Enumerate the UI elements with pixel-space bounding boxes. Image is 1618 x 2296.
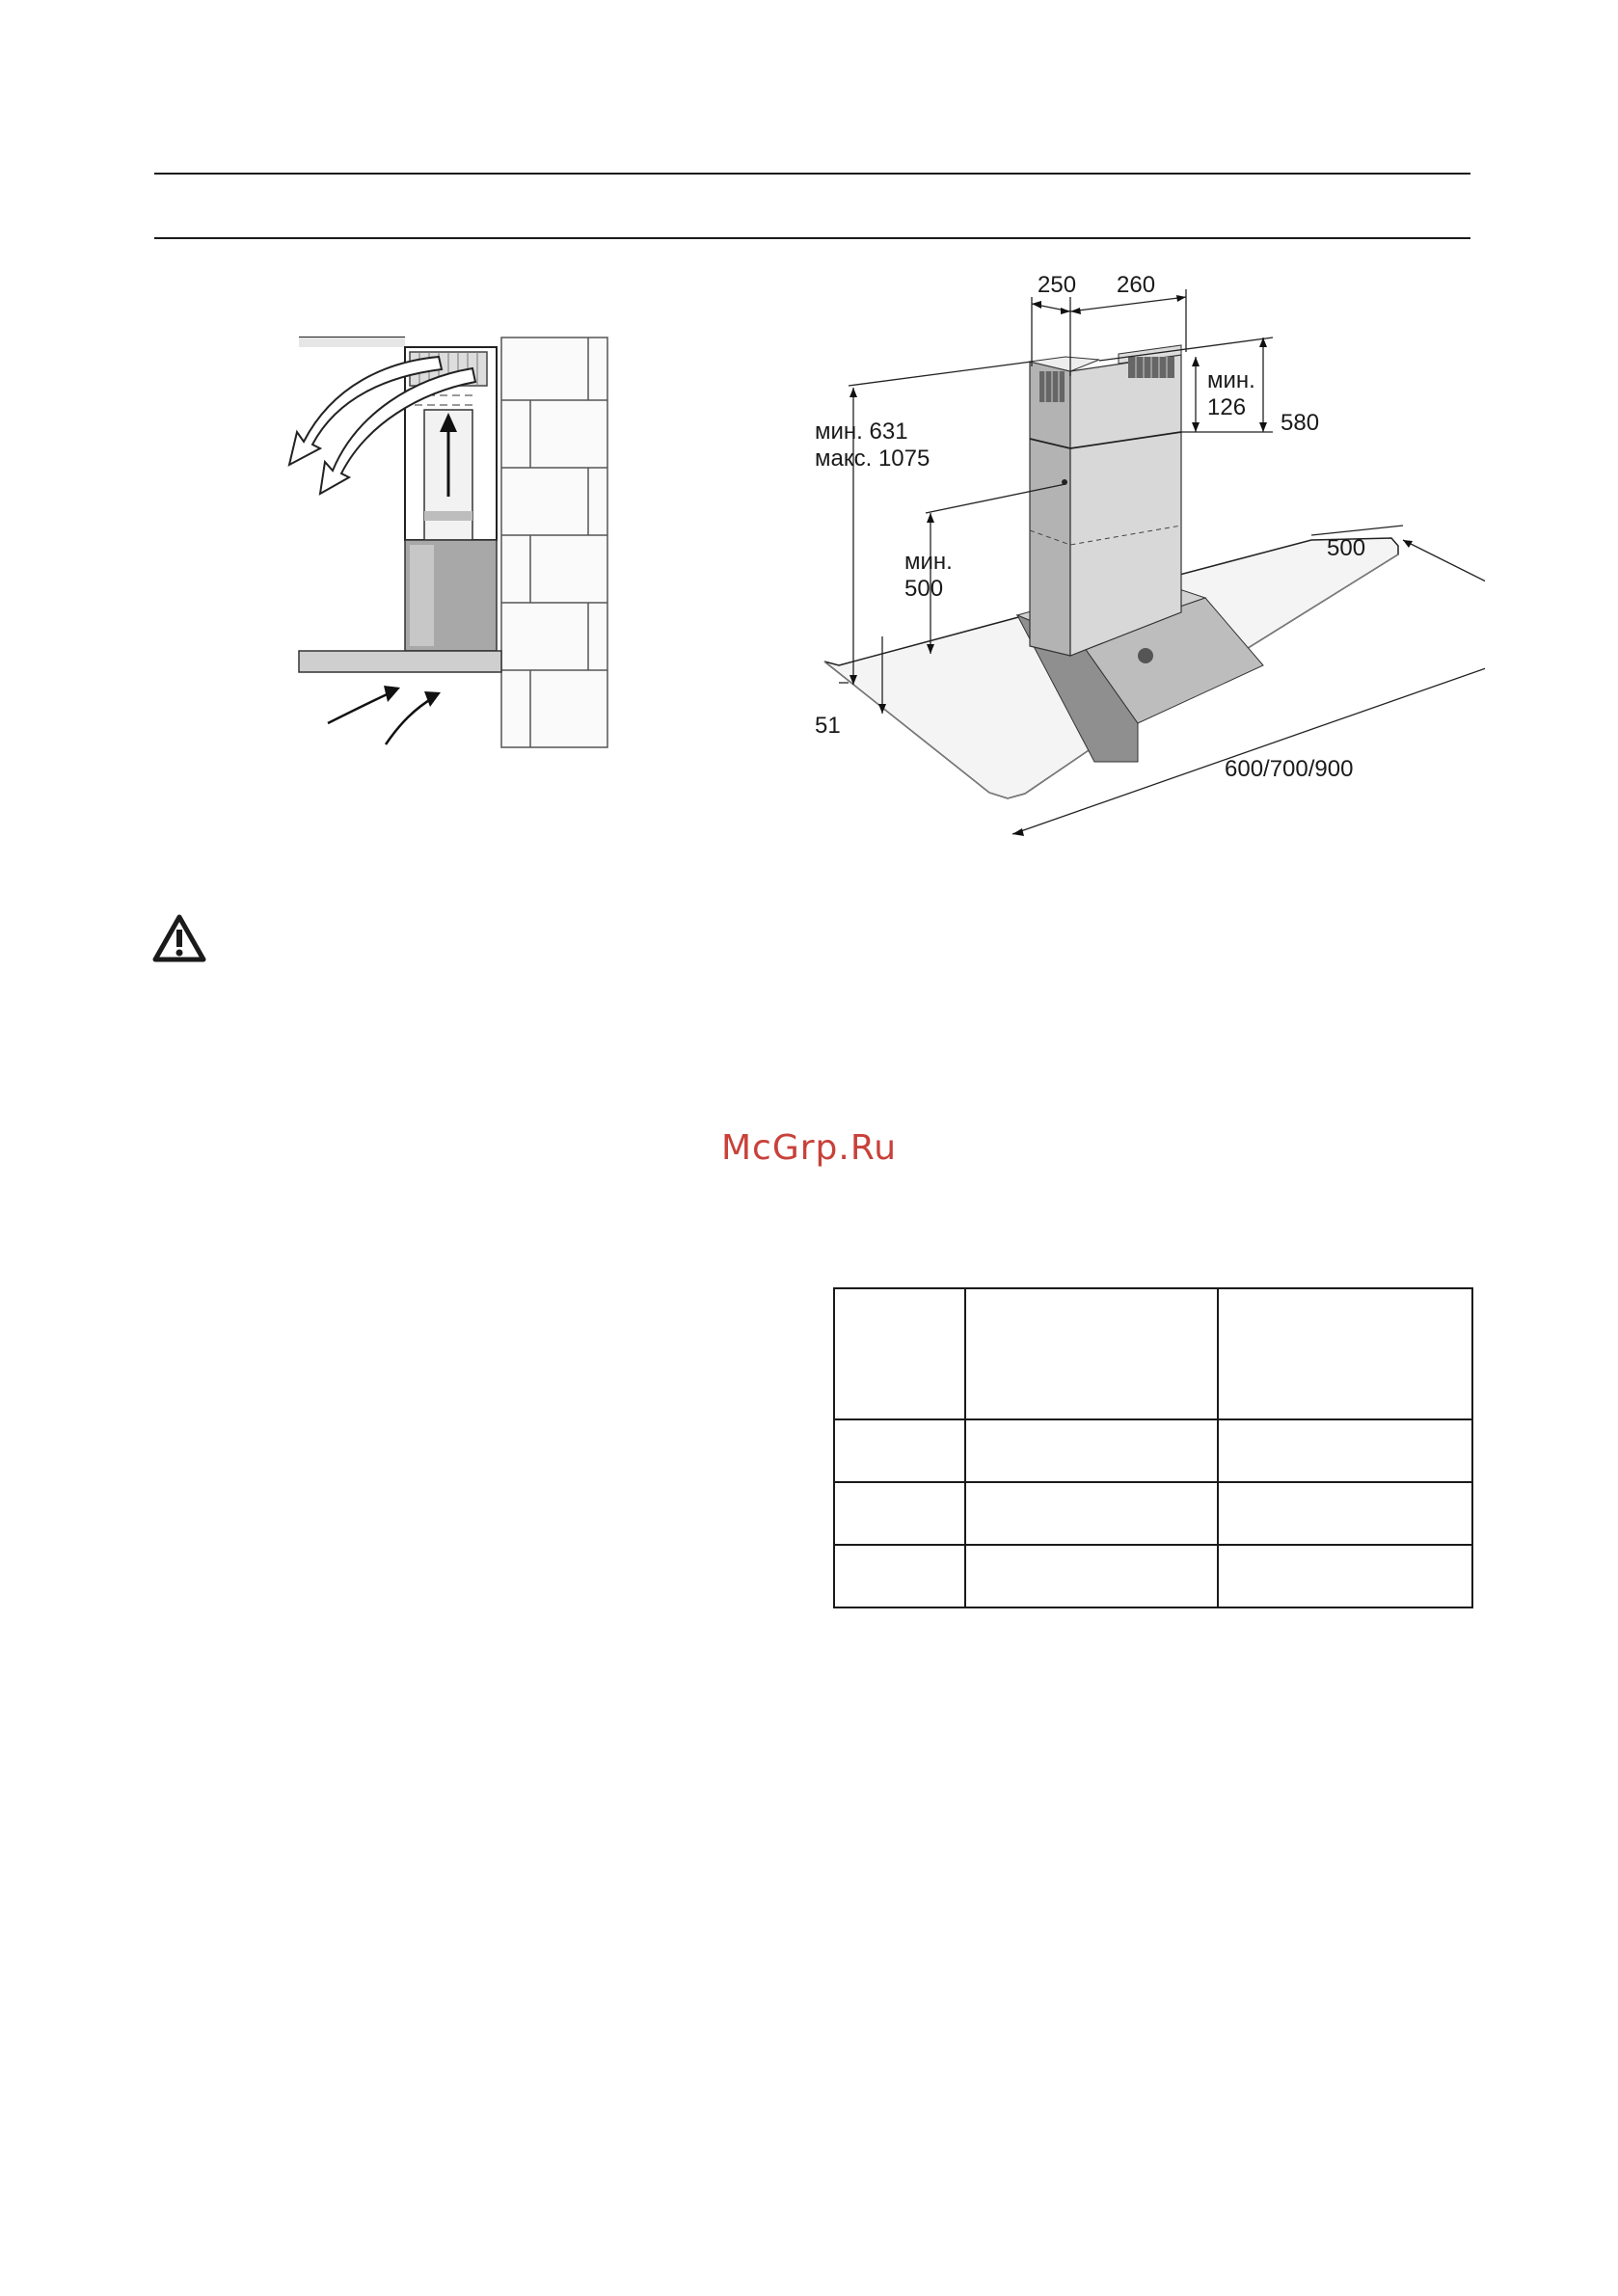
- recirculation-diagram: [280, 328, 627, 752]
- table-cell: [1218, 1419, 1472, 1482]
- table-cell: [834, 1419, 965, 1482]
- chimney: [1030, 345, 1181, 656]
- table-cell: [1218, 1288, 1472, 1419]
- dim-580: 580: [1281, 410, 1320, 436]
- table-row: [834, 1482, 1472, 1545]
- table-header-row: [834, 1288, 1472, 1419]
- table-cell: [834, 1545, 965, 1607]
- table-cell: [1218, 1482, 1472, 1545]
- airflow-in-icon: [328, 691, 434, 744]
- dim-500-clearance: 500: [904, 576, 944, 602]
- dim-250: 250: [1038, 272, 1077, 298]
- dim-51: 51: [815, 713, 841, 739]
- table-cell: [965, 1545, 1218, 1607]
- hood-canopy: [299, 651, 501, 672]
- dim-126: 126: [1207, 394, 1247, 420]
- header-rule: [154, 237, 1470, 239]
- top-rule: [154, 173, 1470, 175]
- table-row: [834, 1545, 1472, 1607]
- warning-triangle-icon: [152, 913, 206, 963]
- table-cell: [965, 1419, 1218, 1482]
- watermark: McGrp.Ru: [720, 1128, 898, 1168]
- spec-table: [833, 1287, 1473, 1608]
- table-cell: [834, 1482, 965, 1545]
- dim-260: 260: [1117, 272, 1156, 298]
- table-cell: [834, 1288, 965, 1419]
- dim-min-label-2: мин.: [904, 549, 953, 575]
- dim-max-1075: макс. 1075: [815, 446, 930, 472]
- dim-min-631: мин. 631: [815, 419, 908, 445]
- dimension-diagram: [810, 260, 1485, 897]
- brick-wall: [501, 338, 607, 747]
- dim-min-label: мин.: [1207, 367, 1255, 393]
- table-cell: [965, 1288, 1218, 1419]
- table-row: [834, 1419, 1472, 1482]
- dim-600-700-900: 600/700/900: [1225, 756, 1354, 782]
- table-cell: [1218, 1545, 1472, 1607]
- dim-500-depth: 500: [1327, 535, 1366, 561]
- table-cell: [965, 1482, 1218, 1545]
